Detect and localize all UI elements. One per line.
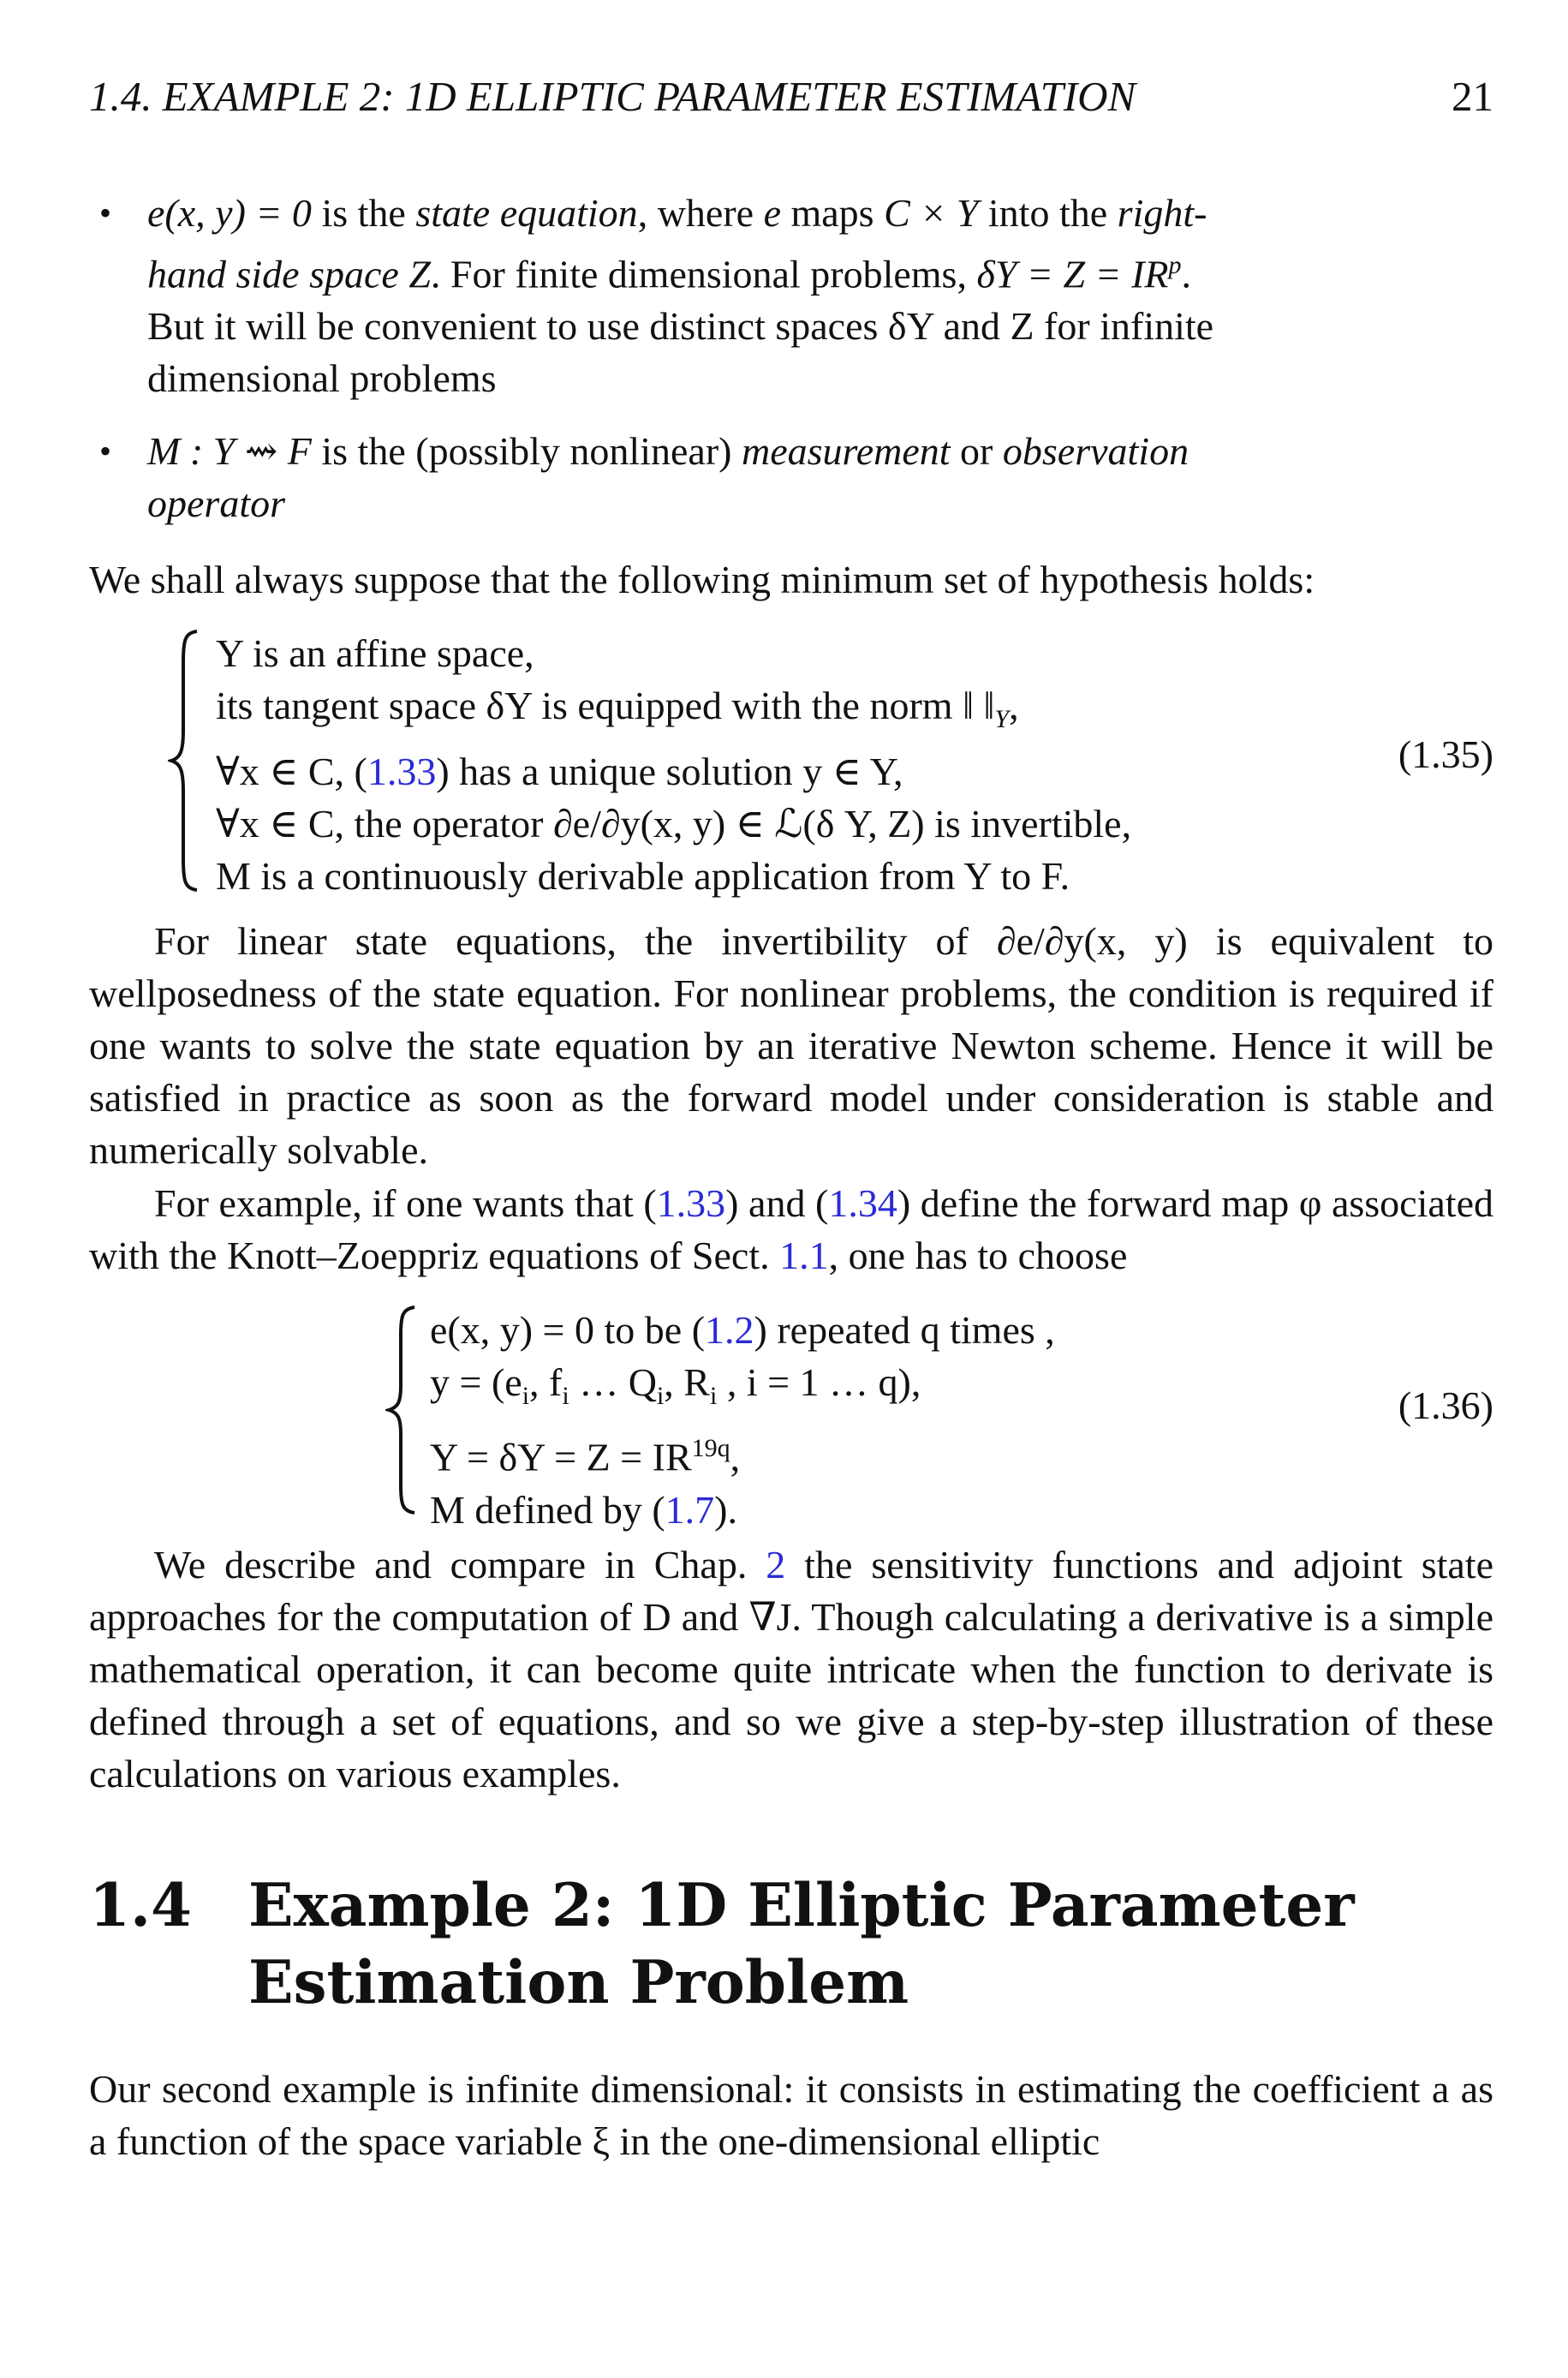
text: … Q xyxy=(569,1360,657,1404)
text: , where xyxy=(637,191,764,235)
bullet1-line1 xyxy=(147,187,1492,239)
math-e: e xyxy=(763,191,781,235)
chapter-ref-link[interactable]: 2 xyxy=(766,1543,786,1586)
text: ) repeated q times , xyxy=(754,1308,1055,1352)
hypothesis-intro: We shall always suppose that the following minimum set of hypothesis holds: xyxy=(89,558,1315,601)
text: , xyxy=(1009,684,1019,727)
choice-line-4 xyxy=(430,1484,1055,1536)
text: is the (possibly nonlinear) xyxy=(311,429,742,473)
left-brace-icon xyxy=(168,628,202,893)
text: is the xyxy=(311,191,416,235)
bullet2-line1 xyxy=(147,425,1492,477)
text: y = (e xyxy=(430,1360,522,1404)
text: ) and ( xyxy=(725,1181,829,1225)
math-space-eq: δY = Z = IR xyxy=(976,252,1169,296)
left-brace-icon xyxy=(385,1304,420,1516)
paragraph-invertibility: For linear state equations, the invertibility of ∂e/∂y(x, y) is equivalent to wellposedness of the state equation. For nonlinear problems, the condition is required if one wants to solve the state equation by an iterative Newton scheme. Hence it will be satisfied in practice as soon as the forward model under consideration is stable and numerically solvable. xyxy=(89,919,1493,1172)
term-observation: observation xyxy=(1002,429,1189,473)
equation-ref-link[interactable]: 1.7 xyxy=(665,1487,715,1532)
running-header xyxy=(89,72,1493,123)
text: , R xyxy=(664,1360,710,1404)
hyp-line-3 xyxy=(216,745,1131,798)
choice-line-1 xyxy=(430,1304,1055,1356)
text: ∀x ∈ C, ( xyxy=(216,750,367,794)
bullet-state-equation xyxy=(99,187,1492,404)
text: , one has to choose xyxy=(828,1234,1128,1277)
math-sup-19q: 19q xyxy=(691,1434,730,1463)
paragraph-describe xyxy=(89,1539,1493,1800)
hyp-line-4: ∀x ∈ C, the operator ∂e/∂y(x, y) ∈ ℒ(δ Y, Z) is invertible, xyxy=(216,802,1132,846)
term-right: right- xyxy=(1117,191,1207,235)
text: , f xyxy=(529,1360,563,1404)
term-rhs-space: hand side space Z xyxy=(147,252,431,296)
section-ref-link[interactable]: 1.1 xyxy=(779,1234,829,1277)
term-state-equation: state equation xyxy=(415,191,638,235)
bullet2-line2: operator xyxy=(147,481,285,525)
hyp-line-5: M is a continuously derivable application from Y to F. xyxy=(216,854,1070,899)
equation-ref-link[interactable]: 1.2 xyxy=(705,1308,754,1352)
text: e(x, y) = 0 to be ( xyxy=(430,1308,706,1352)
bullet-dot: • xyxy=(99,194,112,232)
math-sub-i: i xyxy=(562,1382,569,1411)
math-state-eq: e(x, y) = 0 xyxy=(147,191,312,235)
equation-system-1-35 xyxy=(216,627,1131,902)
hyp-line-1: Y is an affine space, xyxy=(216,631,534,675)
text: maps xyxy=(780,191,885,235)
bullet-dot: • xyxy=(99,432,112,470)
equation-system-1-36 xyxy=(430,1304,1055,1536)
page-number: 21 xyxy=(1452,73,1493,120)
text: , i = 1 … q), xyxy=(717,1360,921,1404)
text: . For finite dimensional problems, xyxy=(430,252,977,296)
text: Y = δY = Z = IR xyxy=(430,1435,692,1479)
text: For example, if one wants that ( xyxy=(154,1181,657,1225)
running-title: 1.4. EXAMPLE 2: 1D ELLIPTIC PARAMETER ESTIMATION xyxy=(89,73,1136,120)
paragraph-second-example: Our second example is infinite dimensional: it consists in estimating the coefficient a as a function of the space variable ξ in the one-dimensional elliptic xyxy=(89,2067,1493,2163)
equation-number: (1.35) xyxy=(1398,732,1493,776)
bullet1-line2 xyxy=(147,239,1492,300)
text: the sensitivity functions and adjoint state approaches for the computation of D and ∇J. Though calculating a derivative is a simple mathematical operation, it can become quite intricate when the function to derivate is defined through a set of equations, and so we give a step-by-step illustration of these calculations on various examples. xyxy=(89,1543,1493,1795)
equation-number: (1.36) xyxy=(1398,1383,1493,1427)
text: ). xyxy=(714,1487,737,1532)
bullet1-line4: dimensional problems xyxy=(147,356,497,401)
math-sub-y: Y xyxy=(994,705,1010,734)
math-sub-i: i xyxy=(522,1382,530,1411)
section-number: 1.4 xyxy=(89,1871,193,1940)
math-sub-i: i xyxy=(709,1382,718,1411)
math-sup-p: p xyxy=(1168,251,1182,279)
equation-ref-link[interactable]: 1.33 xyxy=(656,1181,726,1225)
choice-line-2 xyxy=(430,1356,1055,1422)
text: ) define the forward map φ associated with the Knott–Zoeppriz equations of Sect. xyxy=(89,1181,1493,1277)
text: We describe and compare in Chap. xyxy=(154,1543,766,1586)
term-measurement: measurement xyxy=(741,429,951,473)
math-m-map: M : Y ⇝ F xyxy=(147,429,312,473)
equation-ref-link[interactable]: 1.34 xyxy=(828,1181,897,1225)
text: ) has a unique solution y ∈ Y, xyxy=(436,750,903,794)
text: its tangent space δY is equipped with the norm ‖ ‖ xyxy=(216,684,995,727)
text: , xyxy=(730,1435,741,1479)
equation-ref-link[interactable]: 1.33 xyxy=(367,750,437,794)
section-title: Example 2: 1D Elliptic Parameter Estimation Problem xyxy=(248,1871,1355,2017)
bullet-measurement-operator xyxy=(99,425,1492,529)
text: into the xyxy=(978,191,1118,235)
math-sub-i: i xyxy=(656,1382,665,1411)
bullet1-line3: But it will be convenient to use distinct spaces δY and Z for infinite xyxy=(147,304,1214,349)
text: . xyxy=(1181,252,1192,296)
hyp-line-2 xyxy=(216,679,1131,745)
text: M defined by ( xyxy=(430,1487,665,1532)
math-cxy: C × Y xyxy=(884,191,979,235)
choice-line-3 xyxy=(430,1422,1055,1483)
text: or xyxy=(950,429,1003,473)
paragraph-example xyxy=(89,1177,1493,1282)
